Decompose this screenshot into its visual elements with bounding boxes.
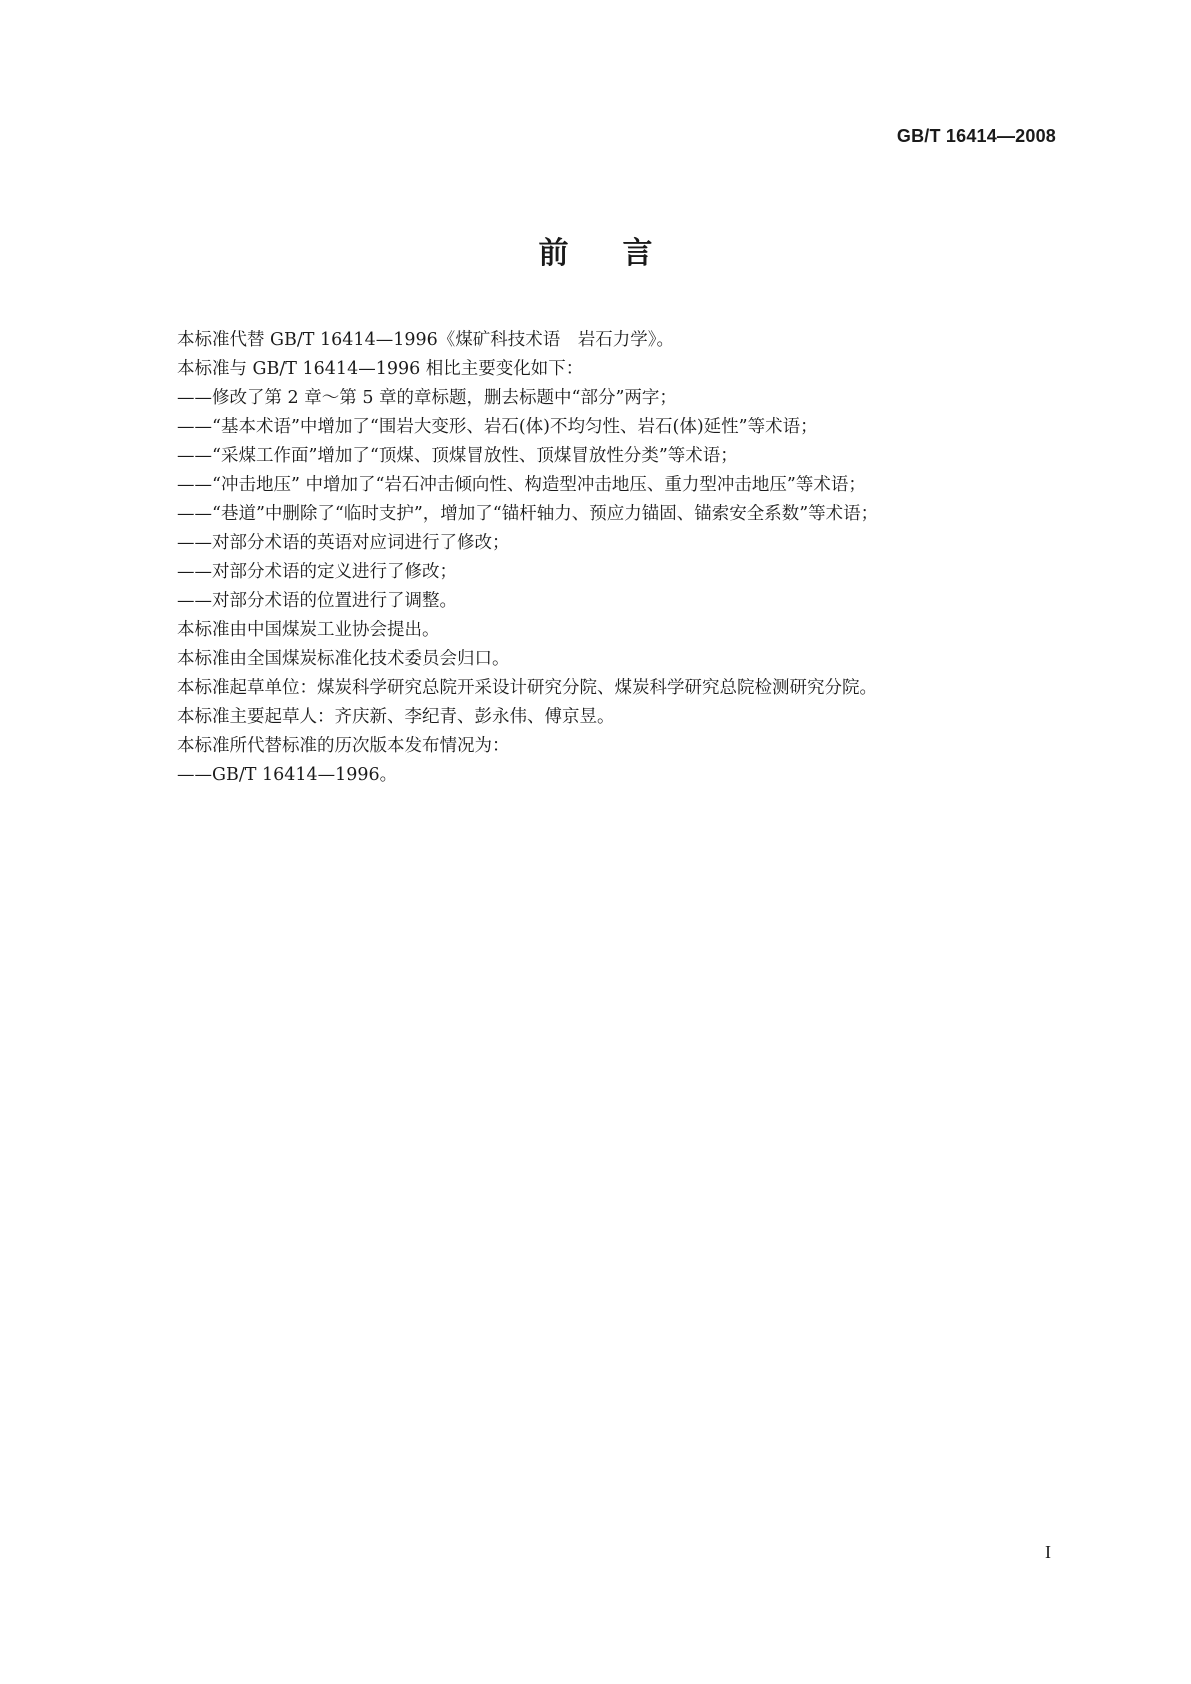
paragraph: ——“基本术语”中增加了“围岩大变形、岩石(体)不均匀性、岩石(体)延性”等术语； [177,417,818,437]
paragraph: ——对部分术语的位置进行了调整。 [177,591,457,611]
paragraph: 本标准由中国煤炭工业协会提出。 [177,620,440,640]
paragraph: ——“冲击地压” 中增加了“岩石冲击倾向性、构造型冲击地压、重力型冲击地压”等术语； [177,475,866,495]
page-number: I [1045,1542,1051,1562]
paragraph: ——“采煤工作面”增加了“顶煤、顶煤冒放性、顶煤冒放性分类”等术语； [177,446,738,466]
paragraph: ——修改了第 2 章～第 5 章的章标题，删去标题中“部分”两字； [177,388,677,408]
paragraph: ——对部分术语的定义进行了修改； [177,562,457,582]
paragraph: 本标准所代替标准的历次版本发布情况为： [177,736,510,756]
foreword-body [177,326,1037,790]
paragraph: ——GB/T 16414—1996。 [177,765,398,785]
paragraph: 本标准起草单位：煤炭科学研究总院开采设计研究分院、煤炭科学研究总院检测研究分院。 [177,678,877,698]
paragraph: 本标准与 GB/T 16414—1996 相比主要变化如下： [177,359,584,379]
paragraph: 本标准由全国煤炭标准化技术委员会归口。 [177,649,510,669]
paragraph: 本标准主要起草人：齐庆新、李纪青、彭永伟、傅京昱。 [177,707,615,727]
paragraph: ——对部分术语的英语对应词进行了修改； [177,533,510,553]
paragraph: 本标准代替 GB/T 16414—1996《煤矿科技术语 岩石力学》。 [177,330,674,350]
standard-number: GB/T 16414—2008 [896,126,1056,146]
page-title: 前言 [538,236,707,271]
paragraph: ——“巷道”中删除了“临时支护”，增加了“锚杆轴力、预应力锚固、锚索安全系数”等术语； [177,504,879,524]
